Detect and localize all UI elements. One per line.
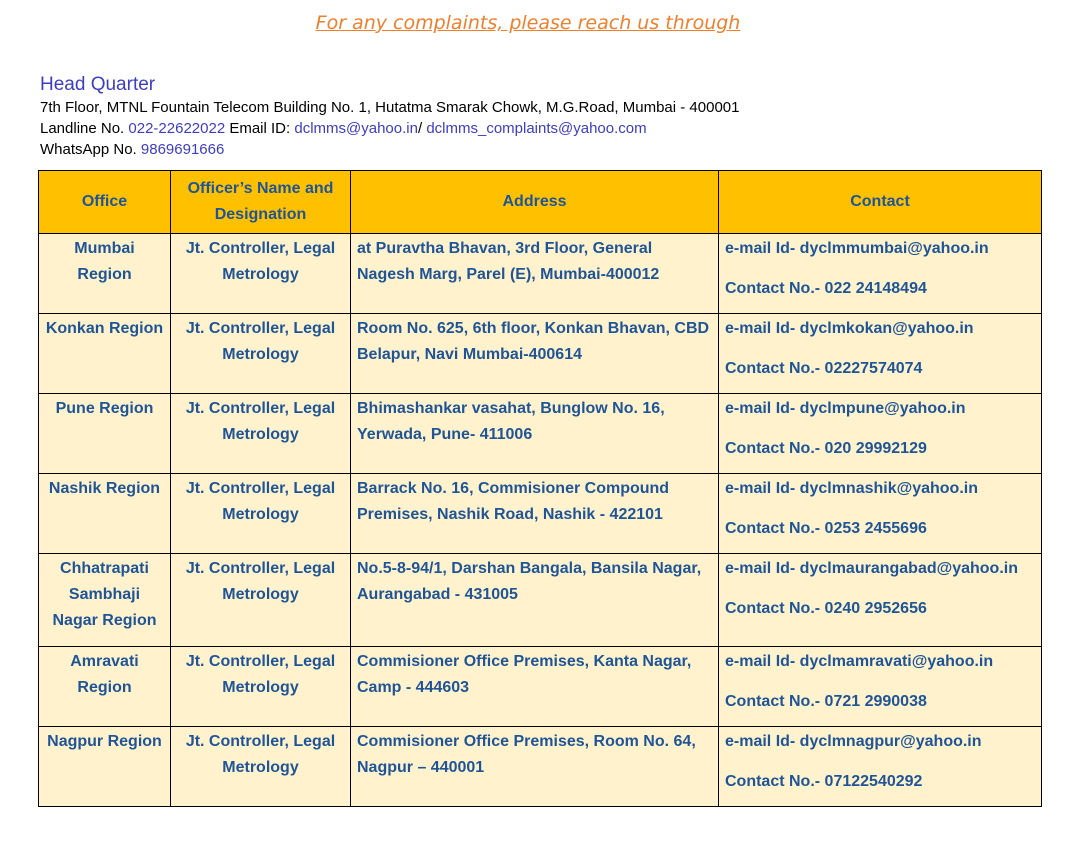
contact-phone[interactable]: Contact No.- 0721 2990038	[725, 693, 927, 710]
landline-number[interactable]: 022-22622022	[128, 120, 226, 137]
head-quarter-address: 7th Floor, MTNL Fountain Telecom Building No. 1, Hutatma Smarak Chowk, M.G.Road, Mumbai - 400001	[40, 99, 740, 116]
table-row	[39, 647, 1042, 727]
landline-label: Landline No.	[40, 120, 125, 137]
header-address: Address	[351, 171, 719, 234]
page-title: For any complaints, please reach us through	[315, 12, 741, 34]
head-quarter-landline-line	[40, 118, 739, 139]
contact-cell	[719, 314, 1042, 394]
head-quarter-heading: Head Quarter	[40, 74, 156, 95]
office-cell: Nagpur Region	[39, 727, 171, 807]
address-cell: at Puravtha Bhavan, 3rd Floor, General Nagesh Marg, Parel (E), Mumbai-400012	[351, 234, 719, 314]
email-link-primary[interactable]: dclmms@yahoo.in	[294, 120, 418, 137]
officer-cell: Jt. Controller, Legal Metrology	[171, 474, 351, 554]
address-cell: Commisioner Office Premises, Room No. 64, Nagpur – 440001	[351, 727, 719, 807]
contact-cell	[719, 474, 1042, 554]
officer-cell: Jt. Controller, Legal Metrology	[171, 727, 351, 807]
contact-email[interactable]: e-mail Id- dyclmpune@yahoo.in	[725, 400, 966, 417]
contact-cell	[719, 727, 1042, 807]
contact-email[interactable]: e-mail Id- dyclmnashik@yahoo.in	[725, 480, 978, 497]
regional-offices-table	[38, 170, 1042, 807]
header-office: Office	[39, 171, 171, 234]
officer-cell: Jt. Controller, Legal Metrology	[171, 394, 351, 474]
contact-phone[interactable]: Contact No.- 0240 2952656	[725, 600, 927, 617]
header-contact: Contact	[719, 171, 1042, 234]
contact-email[interactable]: e-mail Id- dyclmkokan@yahoo.in	[725, 320, 974, 337]
whatsapp-label: WhatsApp No.	[40, 141, 137, 158]
officer-cell: Jt. Controller, Legal Metrology	[171, 314, 351, 394]
table-row	[39, 314, 1042, 394]
office-cell: Nashik Region	[39, 474, 171, 554]
contact-email[interactable]: e-mail Id- dyclmaurangabad@yahoo.in	[725, 560, 1018, 577]
table-row	[39, 474, 1042, 554]
contact-phone[interactable]: Contact No.- 02227574074	[725, 360, 923, 377]
contact-email[interactable]: e-mail Id- dyclmmumbai@yahoo.in	[725, 240, 989, 257]
contact-email[interactable]: e-mail Id- dyclmnagpur@yahoo.in	[725, 733, 982, 750]
address-cell: Barrack No. 16, Commisioner Compound Premises, Nashik Road, Nashik - 422101	[351, 474, 719, 554]
table-row	[39, 234, 1042, 314]
whatsapp-number[interactable]: 9869691666	[140, 141, 225, 158]
table-row	[39, 554, 1042, 647]
table-row	[39, 394, 1042, 474]
office-cell: Amravati Region	[39, 647, 171, 727]
table-header-row	[39, 171, 1042, 234]
contact-phone[interactable]: Contact No.- 07122540292	[725, 773, 923, 790]
address-cell: Bhimashankar vasahat, Bunglow No. 16, Yerwada, Pune- 411006	[351, 394, 719, 474]
contact-cell	[719, 234, 1042, 314]
contact-phone[interactable]: Contact No.- 0253 2455696	[725, 520, 927, 537]
email-link-complaints[interactable]: dclmms_complaints@yahoo.com	[426, 120, 647, 137]
head-quarter-whatsapp-line	[40, 139, 739, 160]
email-label: Email ID:	[229, 120, 291, 137]
office-cell: Pune Region	[39, 394, 171, 474]
officer-cell: Jt. Controller, Legal Metrology	[171, 554, 351, 647]
head-quarter-section	[40, 73, 739, 160]
office-cell: Chhatrapati Sambhaji Nagar Region	[39, 554, 171, 647]
table-row	[39, 727, 1042, 807]
contact-email[interactable]: e-mail Id- dyclmamravati@yahoo.in	[725, 653, 994, 670]
contact-phone[interactable]: Contact No.- 022 24148494	[725, 280, 927, 297]
contact-cell	[719, 554, 1042, 647]
email-separator: /	[417, 120, 423, 137]
address-cell: Room No. 625, 6th floor, Konkan Bhavan, CBD Belapur, Navi Mumbai-400614	[351, 314, 719, 394]
contact-phone[interactable]: Contact No.- 020 29992129	[725, 440, 927, 457]
contact-cell	[719, 647, 1042, 727]
address-cell: Commisioner Office Premises, Kanta Nagar, Camp - 444603	[351, 647, 719, 727]
contact-cell	[719, 394, 1042, 474]
officer-cell: Jt. Controller, Legal Metrology	[171, 647, 351, 727]
header-officer: Officer’s Name and Designation	[171, 171, 351, 234]
office-cell: Konkan Region	[39, 314, 171, 394]
officer-cell: Jt. Controller, Legal Metrology	[171, 234, 351, 314]
address-cell: No.5-8-94/1, Darshan Bangala, Bansila Nagar, Aurangabad - 431005	[351, 554, 719, 647]
office-cell: Mumbai Region	[39, 234, 171, 314]
